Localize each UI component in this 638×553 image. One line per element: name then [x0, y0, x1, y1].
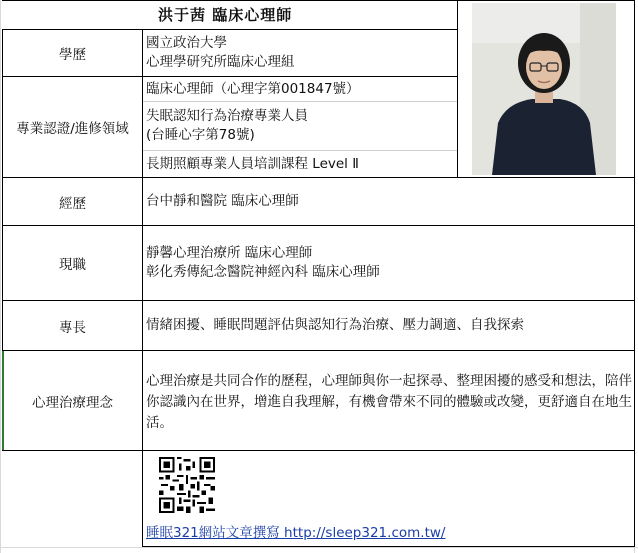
specialty-text: 情緒困擾、睡眠問題評估與認知行為治療、壓力調適、自我探索: [146, 317, 524, 333]
certification-item: 失眠認知行為治療專業人員: [146, 108, 308, 124]
certification-label: 專業認證/進修領域: [16, 121, 129, 137]
experience-label: 經歷: [59, 195, 86, 212]
profile-photo: [472, 3, 616, 175]
certification-item: 臨床心理師（心理字第001847號）: [146, 81, 360, 97]
specialty-label: 專長: [59, 319, 86, 336]
education-line: 國立政治大學: [146, 35, 227, 51]
certification-item: 長期照顧專業人員培訓課程 Level Ⅱ: [146, 156, 359, 172]
certification-item: (台睡心字第78號): [146, 127, 255, 143]
current-position-line: 彰化秀傳紀念醫院神經內科 臨床心理師: [146, 264, 380, 280]
experience-line: 台中靜和醫院 臨床心理師: [146, 193, 299, 209]
philosophy-text: 心理治療是共同合作的歷程，心理師與你一起探尋、整理困擾的感受和想法，陪伴你認識內在世界，增進自我理解，有機會帶來不同的體驗或改變，更舒適自在地生活。: [146, 373, 632, 431]
current-position-label: 現職: [59, 257, 86, 273]
current-position-line: 靜馨心理治療所 臨床心理師: [146, 245, 313, 261]
page-title: 洪于茜 臨床心理師: [158, 6, 293, 24]
qr-code-icon: [159, 457, 215, 513]
person-portrait-icon: [472, 3, 616, 175]
philosophy-label: 心理治療理念: [32, 394, 113, 411]
education-line: 心理學研究所臨床心理組: [146, 54, 295, 70]
sleep321-link[interactable]: 睡眠321網站文章撰寫 http://sleep321.com.tw/: [146, 525, 446, 541]
education-label: 學歷: [59, 47, 86, 63]
